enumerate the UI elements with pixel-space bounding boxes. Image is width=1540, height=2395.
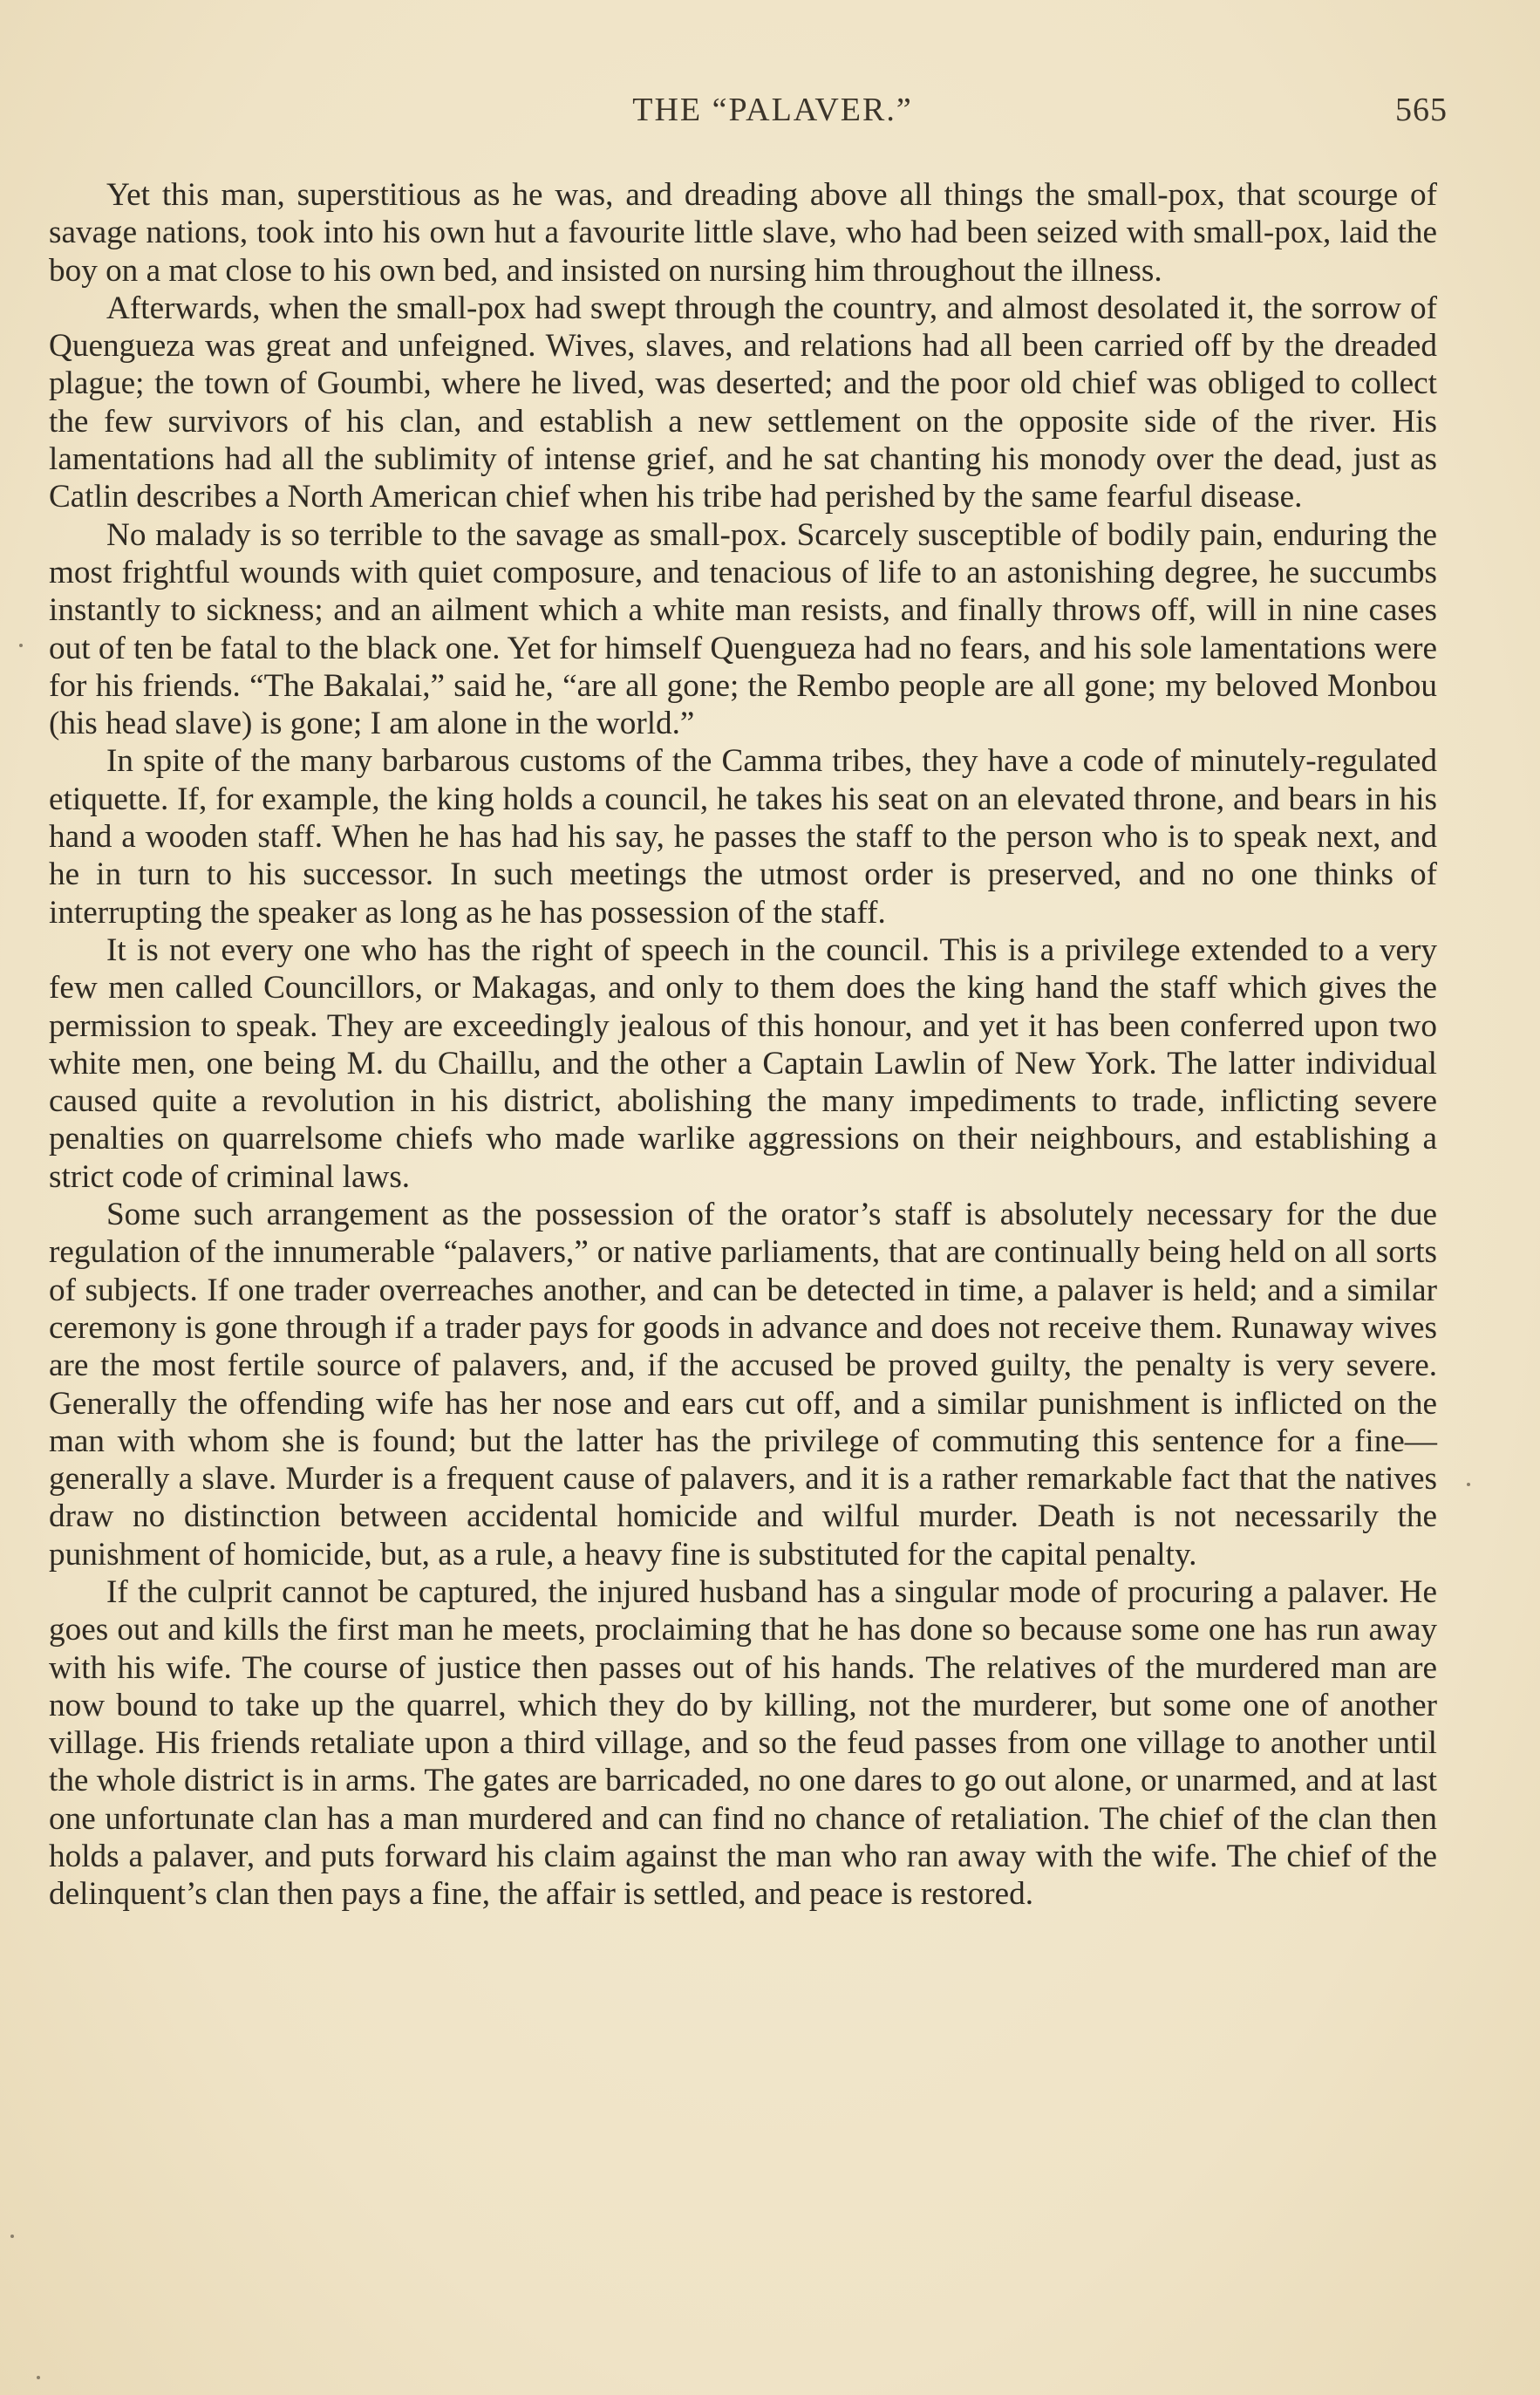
paragraph: It is not every one who has the right of speech in the council. This is a privilege extended to a very few men called Councillors, or Makagas, and only to them does the king hand the staff which gives the permission to speak. They are exceedingly jealous of this honour, and yet it has been conferred upon two white men, one being M. du Chaillu, and the other a Captain Lawlin of New York. The latter individual caused quite a revolution in his district, abolishing the many impediments to trade, inflicting severe penalties on quarrelsome chiefs who made warlike aggressions on their neighbours, and establishing a strict code of criminal laws.	[49, 931, 1437, 1195]
paragraph: If the culprit cannot be captured, the injured husband has a singular mode of procuring a palaver. He goes out and kills the first man he meets, proclaiming that he has done so because some one has run away with his wife. The course of justice then passes out of his hands. The relatives of the murdered man are now bound to take up the quarrel, which they do by killing, not the murderer, but some one of another village. His friends retaliate upon a third village, and so the feud passes from one village to another until the whole district is in arms. The gates are barricaded, no one dares to go out alone, or unarmed, and at last one unfortunate clan has a man murdered and can find no chance of retaliation. The chief of the clan then holds a palaver, and puts forward his claim against the man who ran away with the wife. The chief of the delinquent’s clan then pays a fine, the affair is settled, and peace is restored.	[49, 1573, 1437, 1913]
running-head	[98, 91, 1448, 143]
margin-speck	[37, 2376, 40, 2379]
paragraph: Afterwards, when the small-pox had swept through the country, and almost desolated it, the sorrow of Quengueza was great and unfeigned. Wives, slaves, and relations had all been carried off by the dreaded plague; the town of Goumbi, where he lived, was deserted; and the poor old chief was obliged to collect the few survivors of his clan, and establish a new settlement on the opposite side of the river. His lamentations had all the sublimity of intense grief, and he sat chanting his monody over the dead, just as Catlin describes a North American chief when his tribe had perished by the same fearful disease.	[49, 290, 1437, 515]
paragraph: Yet this man, superstitious as he was, and dreading above all things the small-pox, that scourge of savage nations, took into his own hut a favourite little slave, who had been seized with small-pox, laid the boy on a mat close to his own bed, and insisted on nursing him throughout the illness.	[49, 177, 1437, 289]
paragraph: No malady is so terrible to the savage as small-pox. Scarcely susceptible of bodily pain, enduring the most frightful wounds with quiet composure, and tenacious of life to an astonishing degree, he succumbs instantly to sickness; and an ailment which a white man resists, and finally throws off, will in nine cases out of ten be fatal to the black one. Yet for himself Quengueza had no fears, and his sole lamentations were for his friends. “The Bakalai,” said he, “are all gone; the Rembo people are all gone; my beloved Monbou (his head slave) is gone; I am alone in the world.”	[49, 516, 1437, 742]
margin-speck	[10, 2235, 14, 2238]
body-text	[49, 176, 1437, 1914]
margin-speck	[19, 644, 23, 647]
paragraph: Some such arrangement as the possession of the orator’s staff is absolutely necessary for the due regulation of the innumerable “palavers,” or native parliaments, that are continually being held on all sorts of subjects. If one trader overreaches another, and can be detected in time, a palaver is held; and a similar ceremony is gone through if a trader pays for goods in advance and does not receive them. Runaway wives are the most fertile source of palavers, and, if the accused be proved guilty, the penalty is very severe. Generally the offending wife has her nose and ears cut off, and a similar punishment is inflicted on the man with whom she is found; but the latter has the privilege of commuting this sentence for a fine—generally a slave. Murder is a frequent cause of palavers, and it is a rather remarkable fact that the natives draw no distinction between accidental homicide and wilful murder. Death is not necessarily the punishment of homicide, but, as a rule, a heavy fine is substituted for the capital penalty.	[49, 1197, 1437, 1573]
running-title: THE “PALAVER.”	[632, 92, 913, 128]
paragraph: In spite of the many barbarous customs of the Camma tribes, they have a code of minutely-regulated etiquette. If, for example, the king holds a council, he takes his seat on an elevated throne, and bears in his hand a wooden staff. When he has had his say, he passes the staff to the person who is to speak next, and he in turn to his successor. In such meetings the utmost order is preserved, and no one thinks of interrupting the speaker as long as he has possession of the staff.	[49, 743, 1437, 931]
margin-speck	[1467, 1483, 1470, 1486]
page-number: 565	[1395, 92, 1448, 128]
